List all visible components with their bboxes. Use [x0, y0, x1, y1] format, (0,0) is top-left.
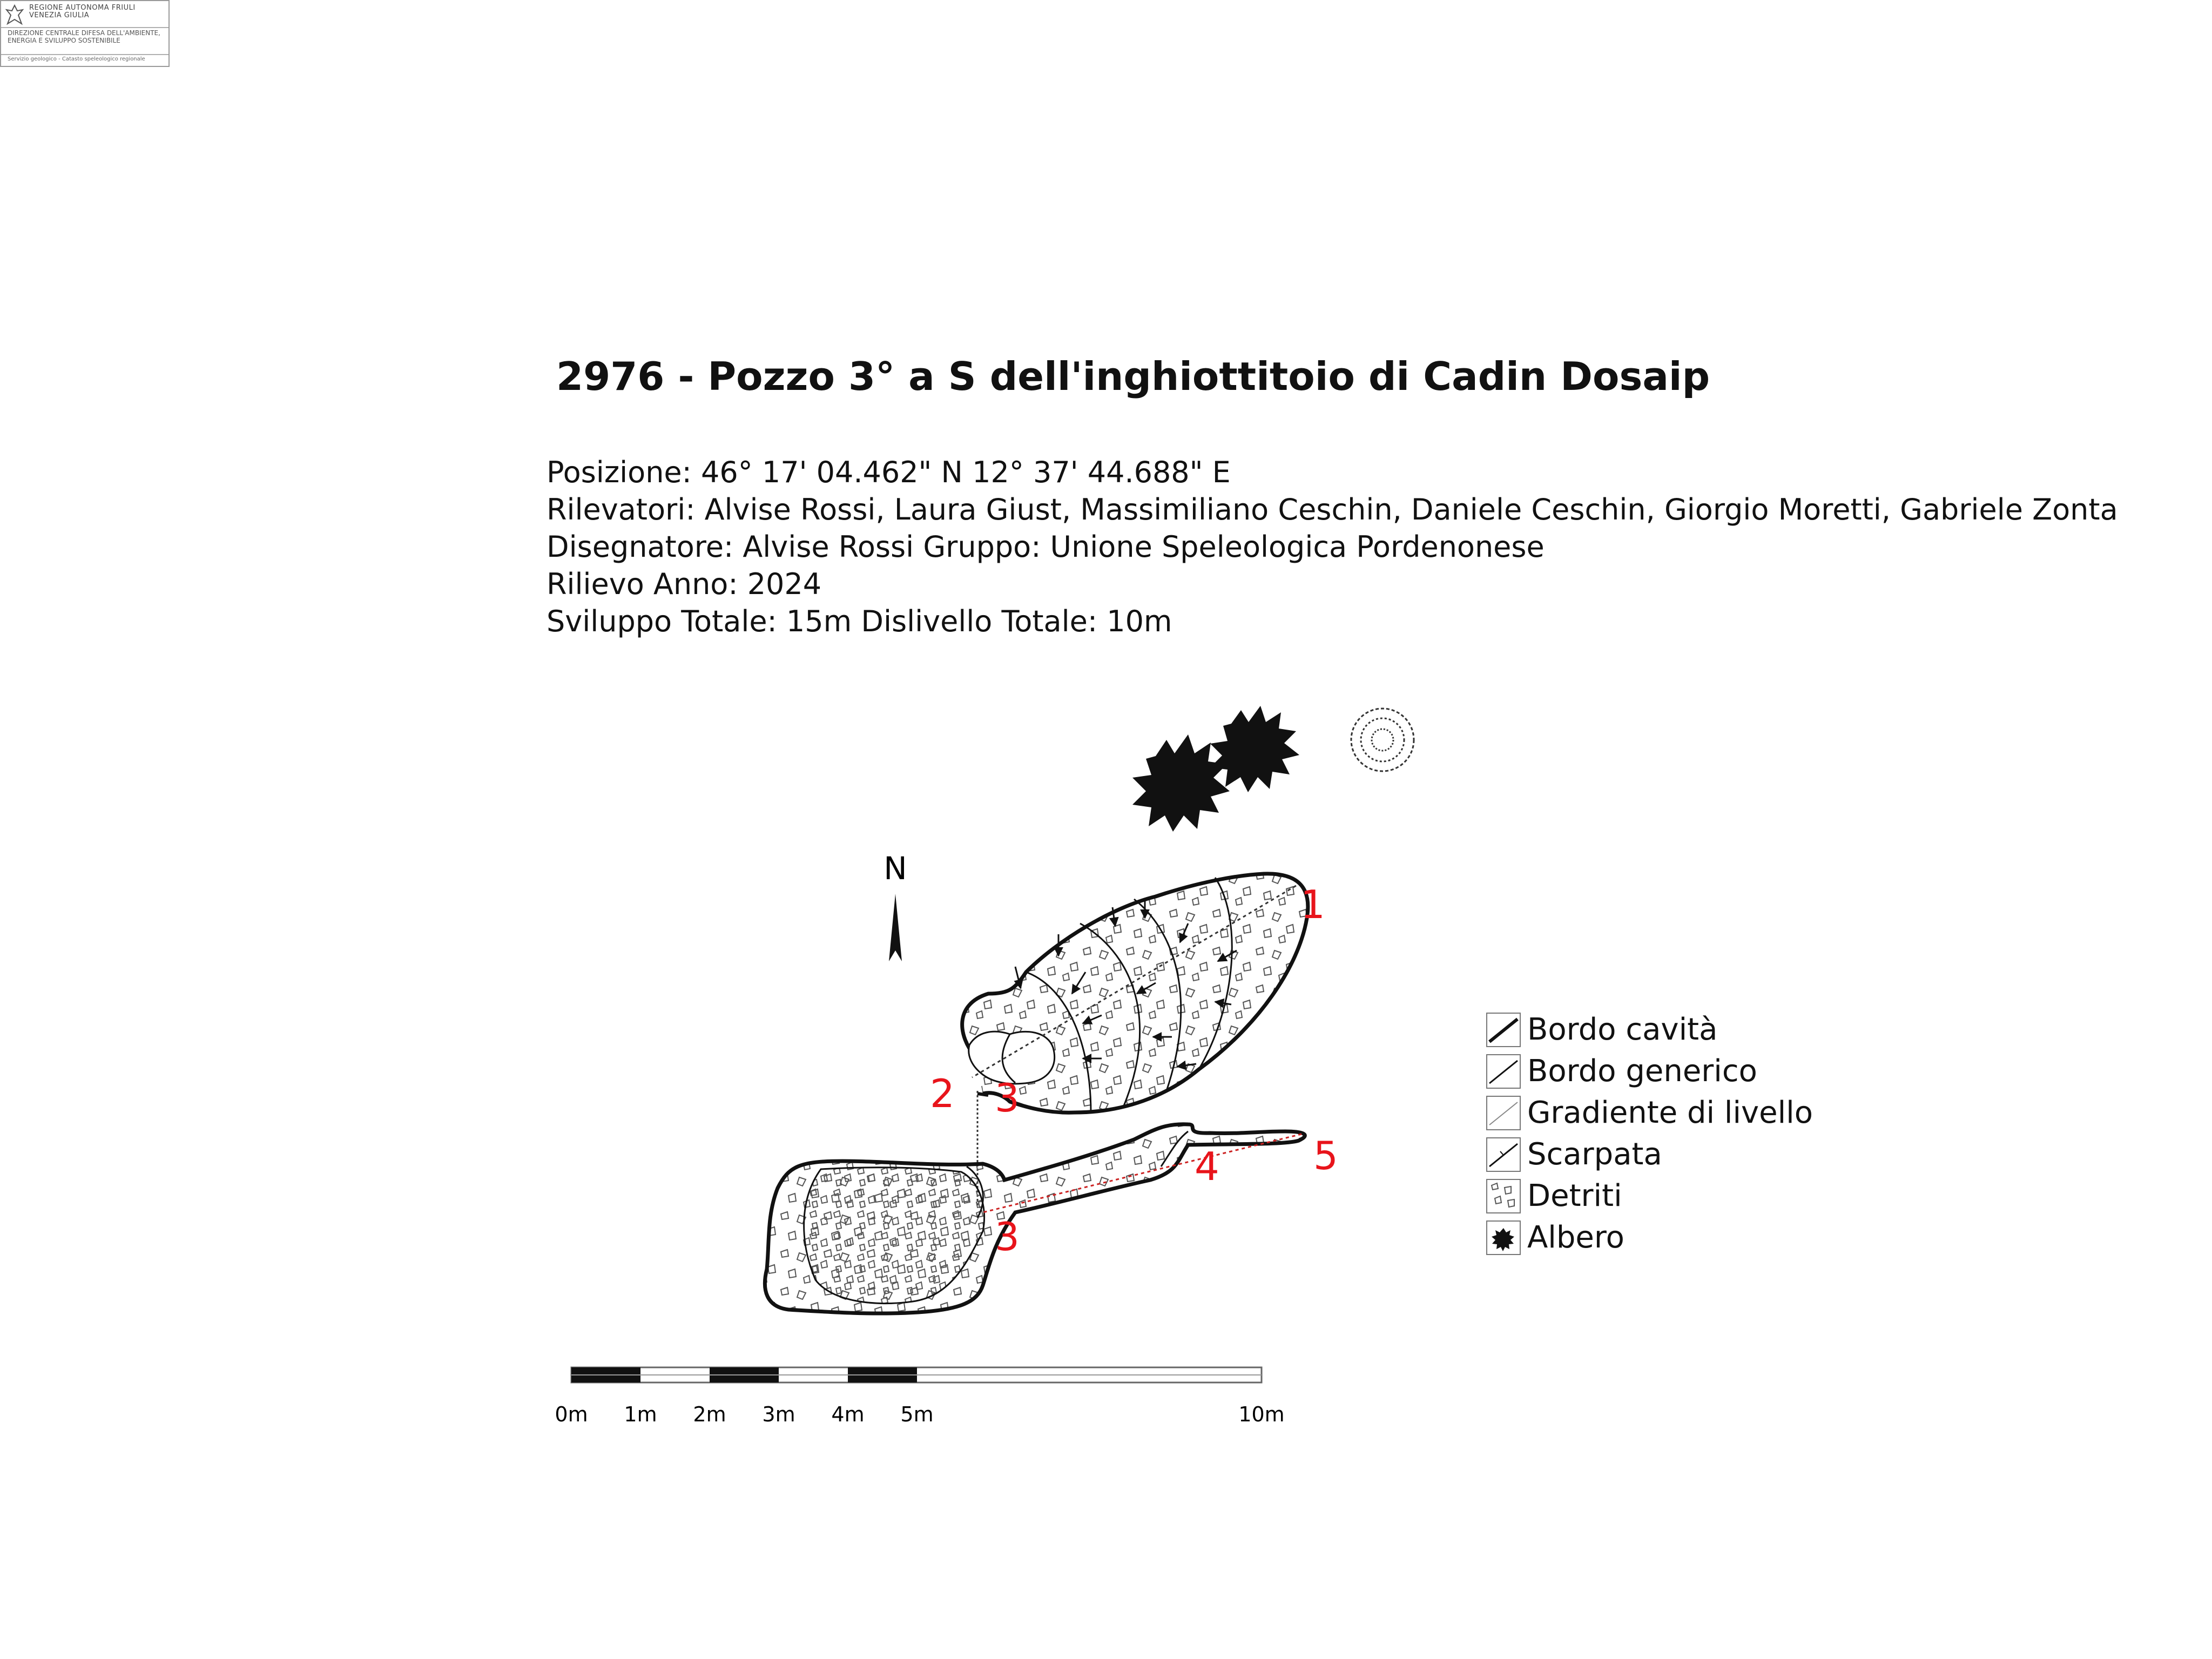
station-label: 5 [1313, 1133, 1338, 1178]
legend-label: Albero [1527, 1220, 1624, 1255]
scale-label: 10m [1238, 1402, 1285, 1426]
legend-label: Detriti [1527, 1178, 1622, 1213]
lower-chamber [765, 1124, 1305, 1313]
scale-label: 5m [900, 1402, 934, 1426]
legend-label: Gradiente di livello [1527, 1095, 1813, 1130]
tree-icon [1210, 706, 1299, 792]
station-label: 4 [1195, 1144, 1219, 1189]
thin-line-icon [1486, 1054, 1521, 1089]
page-title: 2976 - Pozzo 3° a S dell'inghiottitoio di Cadin Dosaip [556, 354, 1710, 399]
legend-item [1486, 1092, 1813, 1134]
service-name: Servizio geologico - Catasto speleologico regionale [8, 56, 145, 62]
legend-item [1486, 1175, 1813, 1217]
legend-label: Scarpata [1527, 1137, 1662, 1172]
year-line: Rilievo Anno: 2024 [547, 567, 822, 601]
station-label: 1 [1300, 882, 1325, 927]
legend-label: Bordo generico [1527, 1054, 1757, 1089]
agency-name: REGIONE AUTONOMA FRIULI VENEZIA GIULIA [29, 4, 136, 19]
legend [1486, 1009, 1813, 1258]
station-label: 2 [930, 1071, 955, 1116]
position-line: Posizione: 46° 17' 04.462" N 12° 37' 44.688" E [547, 455, 1231, 489]
surveyors-line: Rilevatori: Alvise Rossi, Laura Giust, Massimiliano Ceschin, Daniele Ceschin, Giorgio Moretti, Gabriele Zonta [547, 493, 2118, 527]
department-name: DIREZIONE CENTRALE DIFESA DELL'AMBIENTE, ENERGIA E SVILUPPO SOSTENIBILE [8, 29, 160, 44]
legend-item [1486, 1050, 1813, 1092]
tree-icon [1132, 734, 1230, 832]
scale-label: 4m [831, 1402, 865, 1426]
scale-label: 0m [555, 1402, 588, 1426]
station-label: 3 [995, 1214, 1020, 1259]
legend-item [1486, 1009, 1813, 1050]
tree-icon [1351, 709, 1414, 771]
scale-bar [555, 1367, 1284, 1426]
scale-label: 1m [624, 1402, 657, 1426]
legend-item [1486, 1217, 1813, 1258]
debris-icon [1486, 1179, 1521, 1213]
station-label: 3 [995, 1075, 1020, 1121]
thick-line-icon [1486, 1013, 1521, 1047]
legend-item [1486, 1134, 1813, 1175]
legend-label: Bordo cavità [1527, 1012, 1718, 1047]
scarp-line-icon [1486, 1137, 1521, 1172]
north-arrow-icon [889, 894, 902, 961]
drafter-line: Disegnatore: Alvise Rossi Gruppo: Unione Speleologica Pordenonese [547, 530, 1545, 564]
scale-label: 2m [693, 1402, 726, 1426]
north-label: N [884, 850, 907, 887]
gradient-line-icon [1486, 1096, 1521, 1130]
tree-icon [1486, 1220, 1521, 1255]
development-line: Sviluppo Totale: 15m Dislivello Totale: 10m [547, 604, 1172, 638]
scale-label: 3m [762, 1402, 795, 1426]
